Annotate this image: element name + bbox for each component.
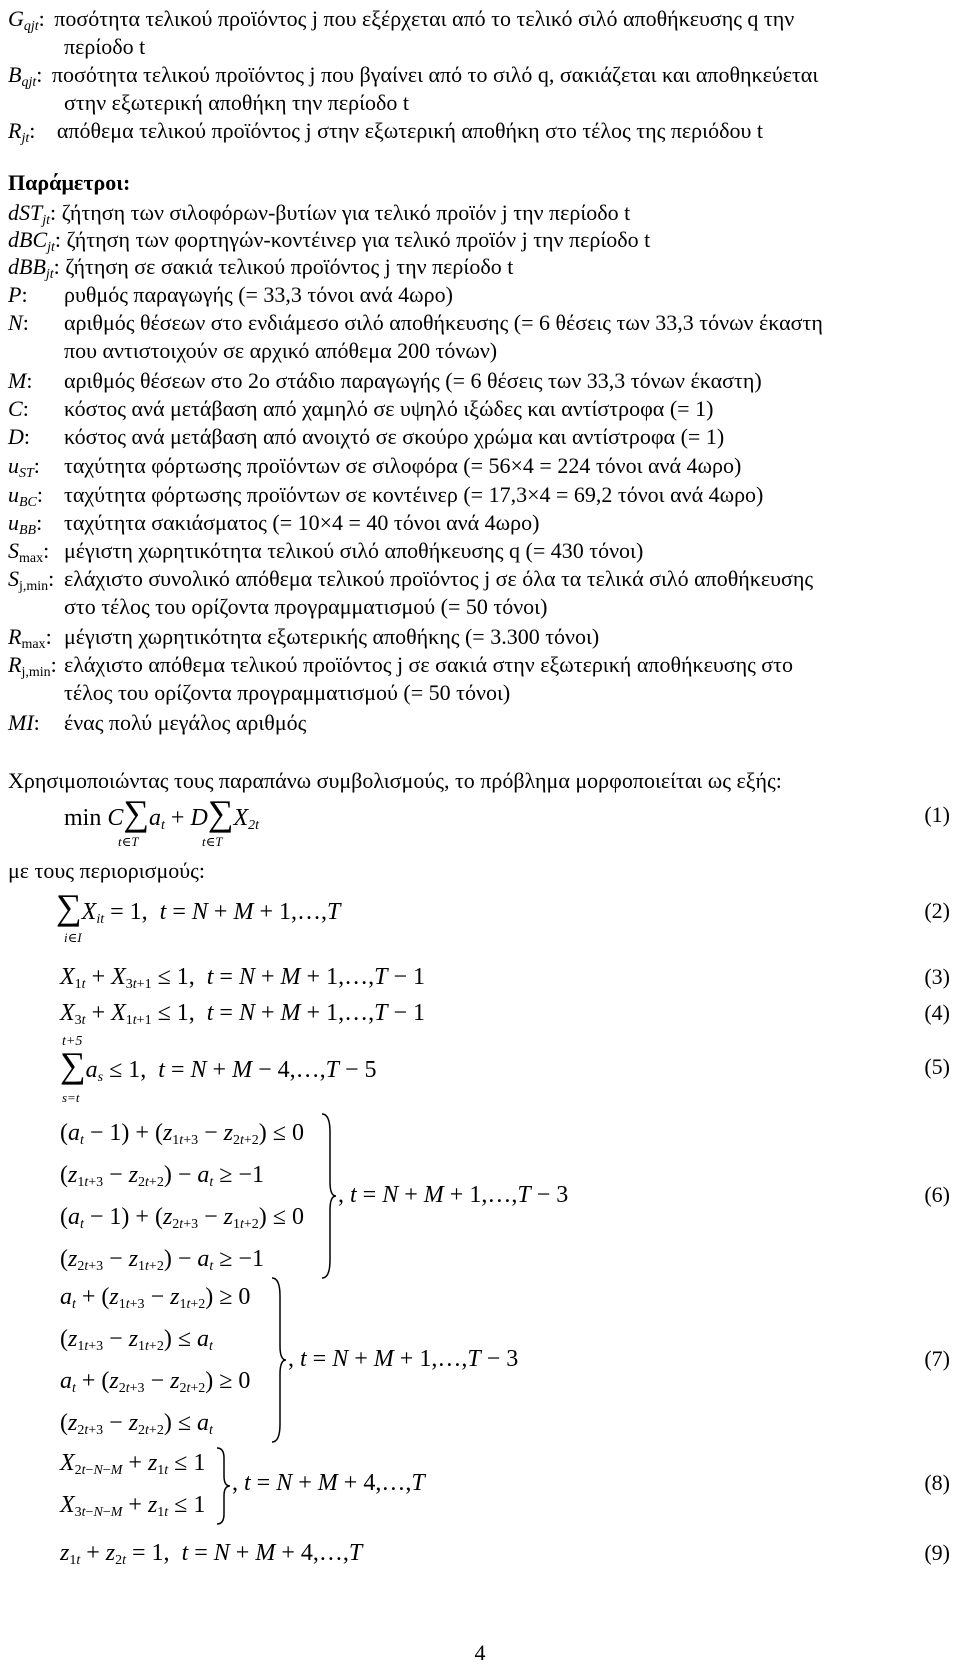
param-uST: $u_{ST}$: bbox=[8, 453, 40, 481]
eq7-line4: $(z_{2t+3} - z_{2t+2}) \le a_t$ bbox=[60, 1410, 213, 1438]
equation-2: $\sum X_{it} = 1$, t = N + M + 1,…,T bbox=[56, 887, 341, 927]
param-P-text: ρυθμός παραγωγής (= 33,3 τόνοι ανά 4ωρο) bbox=[64, 282, 453, 307]
var-B-text: ποσότητα τελικού προϊόντος j που βγαίνει από το σιλό q, σακιάζεται και αποθηκεύεται bbox=[51, 62, 819, 87]
eq-number-2: (2) bbox=[924, 898, 950, 923]
param-Smax-text: μέγιστη χωρητικότητα τελικού σιλό αποθήκευσης q (= 430 τόνοι) bbox=[64, 538, 644, 563]
constraints-text: με τους περιορισμούς: bbox=[8, 858, 205, 883]
param-Rjmin: $R_{j,min}$: bbox=[8, 652, 57, 680]
eq8-range: , t = N + M + 4,…,T bbox=[232, 1470, 425, 1496]
param-P: P: bbox=[8, 282, 28, 307]
eq7-line3: $a_t + (z_{2t+3} - z_{2t+2}) \ge 0$ bbox=[60, 1368, 251, 1396]
eq6-line3: $(a_t - 1) + (z_{2t+3} - z_{1t+2}) \le 0$ bbox=[60, 1204, 304, 1232]
param-D-text: κόστος ανά μετάβαση από ανοιχτό σε σκούρο χρώμα και αντίστροφα (= 1) bbox=[64, 424, 725, 449]
eq-number-8: (8) bbox=[924, 1470, 950, 1495]
var-R-text: απόθεμα τελικού προϊόντος j στην εξωτερική αποθήκη στο τέλος της περιόδου t bbox=[56, 118, 763, 143]
param-N: N: bbox=[8, 310, 29, 335]
equation-4: $X_{3t} + X_{1t+1} \le 1$, t = N + M + 1,…,T − 1 bbox=[60, 1000, 425, 1028]
page-number: 4 bbox=[474, 1640, 486, 1665]
param-D: D: bbox=[8, 424, 31, 449]
eq8-line1: $X_{2t-N-M} + z_{1t} \le 1$ bbox=[60, 1450, 206, 1478]
var-B-line: $B_{qjt}$: ποσότητα τελικού προϊόντος j που βγαίνει από το σιλό q, σακιάζεται και αποθηκεύεται bbox=[8, 62, 819, 90]
intro-text: Χρησιμοποιώντας τους παραπάνω συμβολισμούς, το πρόβλημα μορφοποιείται ως εξής: bbox=[8, 768, 782, 793]
eq8-line2: $X_{3t-N-M} + z_{1t} \le 1$ bbox=[60, 1492, 206, 1520]
param-uBB: $u_{BB}$: bbox=[8, 510, 43, 538]
equation-3: $X_{1t} + X_{3t+1} \le 1$, t = N + M + 1,…,T − 1 bbox=[60, 964, 425, 992]
equation-9: $z_{1t} + z_{2t} = 1$, t = N + M + 4,…,T bbox=[60, 1540, 363, 1568]
params-heading: Παράμετροι: bbox=[8, 170, 131, 195]
eq7-brace bbox=[268, 1276, 288, 1444]
param-uST-text: ταχύτητα φόρτωσης προϊόντων σε σιλοφόρα (= 56×4 = 224 τόνοι ανά 4ωρο) bbox=[64, 453, 742, 478]
eq1-sum1-under: t∈T bbox=[118, 834, 139, 849]
eq-number-9: (9) bbox=[924, 1540, 950, 1565]
param-MI: MI: bbox=[8, 710, 40, 735]
eq2-sum-under: i∈I bbox=[64, 930, 82, 945]
param-Sjmin-text: ελάχιστο συνολικό απόθεμα τελικού προϊόντος j σε όλα τα τελικά σιλό αποθήκευσης bbox=[64, 566, 814, 591]
eq-number-1: (1) bbox=[924, 802, 950, 827]
equation-1: $\min C\sum a_t + D\sum X_{2t}$ bbox=[64, 793, 260, 833]
eq6-brace bbox=[318, 1112, 338, 1280]
param-Rmax-text: μέγιστη χωρητικότητα εξωτερικής αποθήκης (= 3.300 τόνοι) bbox=[64, 624, 600, 649]
var-G-text: ποσότητα τελικού προϊόντος j που εξέρχεται από το τελικό σιλό αποθήκευσης q την bbox=[54, 6, 795, 31]
param-uBB-text: ταχύτητα σακιάσματος (= 10×4 = 40 τόνοι ανά 4ωρο) bbox=[64, 510, 540, 535]
param-N-cont: που αντιστοιχούν σε αρχικό απόθεμα 200 τόνων) bbox=[64, 338, 498, 363]
param-M: M: bbox=[8, 368, 33, 393]
param-N-text: αριθμός θέσεων στο ενδιάμεσο σιλό αποθήκευσης (= 6 θέσεις των 33,3 τόνων έκαστη bbox=[64, 310, 823, 335]
equation-5: $\sum a_s \le 1$, t = N + M − 4,…,T − 5 bbox=[60, 1045, 377, 1085]
param-Smax: $S_{max}$: bbox=[8, 538, 50, 566]
eq-number-6: (6) bbox=[924, 1182, 950, 1207]
eq7-line2: $(z_{1t+3} - z_{1t+2}) \le a_t$ bbox=[60, 1326, 213, 1354]
param-Rjmin-cont: τέλος του ορίζοντα προγραμματισμού (= 50 τόνοι) bbox=[64, 680, 511, 705]
param-Sjmin: $S_{j,min}$: bbox=[8, 566, 55, 594]
eq6-line2: $(z_{1t+3} - z_{2t+2}) - a_t \ge -1$ bbox=[60, 1162, 264, 1190]
eq1-sum2-under: t∈T bbox=[202, 834, 223, 849]
eq8-brace bbox=[214, 1446, 232, 1526]
eq-number-4: (4) bbox=[924, 1000, 950, 1025]
eq5-sum-under: s=t bbox=[62, 1090, 80, 1105]
var-G-cont: περίοδο t bbox=[64, 34, 146, 59]
param-uBC-text: ταχύτητα φόρτωσης προϊόντων σε κοντέινερ (= 17,3×4 = 69,2 τόνοι ανά 4ωρο) bbox=[64, 482, 764, 507]
param-dBB: dBB$_{jt}$: ζήτηση σε σακιά τελικού προϊόντος j την περίοδο t bbox=[8, 254, 514, 282]
eq7-range: , t = N + M + 1,…,T − 3 bbox=[288, 1346, 519, 1372]
eq6-line4: $(z_{2t+3} - z_{1t+2}) - a_t \ge -1$ bbox=[60, 1246, 264, 1274]
eq7-line1: $a_t + (z_{1t+3} - z_{1t+2}) \ge 0$ bbox=[60, 1284, 251, 1312]
param-C-text: κόστος ανά μετάβαση από χαμηλό σε υψηλό ιξώδες και αντίστροφα (= 1) bbox=[64, 396, 714, 421]
param-dBC: dBC$_{jt}$: ζήτηση των φορτηγών-κοντέινερ για τελικό προϊόν j την περίοδο t bbox=[8, 227, 651, 255]
eq-number-3: (3) bbox=[924, 964, 950, 989]
param-C: C: bbox=[8, 396, 29, 421]
eq-number-7: (7) bbox=[924, 1346, 950, 1371]
var-B-cont: στην εξωτερική αποθήκη την περίοδο t bbox=[64, 90, 410, 115]
param-Sjmin-cont: στο τέλος του ορίζοντα προγραμματισμού (= 50 τόνοι) bbox=[64, 594, 548, 619]
param-MI-text: ένας πολύ μεγάλος αριθμός bbox=[64, 710, 307, 735]
eq-number-5: (5) bbox=[924, 1054, 950, 1079]
param-M-text: αριθμός θέσεων στο 2ο στάδιο παραγωγής (= 6 θέσεις των 33,3 τόνων έκαστη) bbox=[64, 368, 762, 393]
eq6-range: , t = N + M + 1,…,T − 3 bbox=[338, 1182, 569, 1208]
var-G-line: $G_{qjt}$: ποσότητα τελικού προϊόντος j που εξέρχεται από το τελικό σιλό αποθήκευσης q την bbox=[8, 6, 795, 34]
eq6-line1: $(a_t - 1) + (z_{1t+3} - z_{2t+2}) \le 0$ bbox=[60, 1120, 304, 1148]
eq5-sum-over: t+5 bbox=[62, 1034, 83, 1049]
param-Rmax: $R_{max}$: bbox=[8, 624, 52, 652]
param-uBC: $u_{BC}$: bbox=[8, 482, 44, 510]
param-Rjmin-text: ελάχιστο απόθεμα τελικού προϊόντος j σε σακιά στην εξωτερική αποθήκευσης στο bbox=[64, 652, 793, 677]
var-R-line: $R_{jt}$: απόθεμα τελικού προϊόντος j στην εξωτερική αποθήκη στο τέλος της περιόδου t bbox=[8, 118, 763, 146]
param-dST: dST$_{jt}$: ζήτηση των σιλοφόρων-βυτίων για τελικό προϊόν j την περίοδο t bbox=[8, 200, 631, 228]
